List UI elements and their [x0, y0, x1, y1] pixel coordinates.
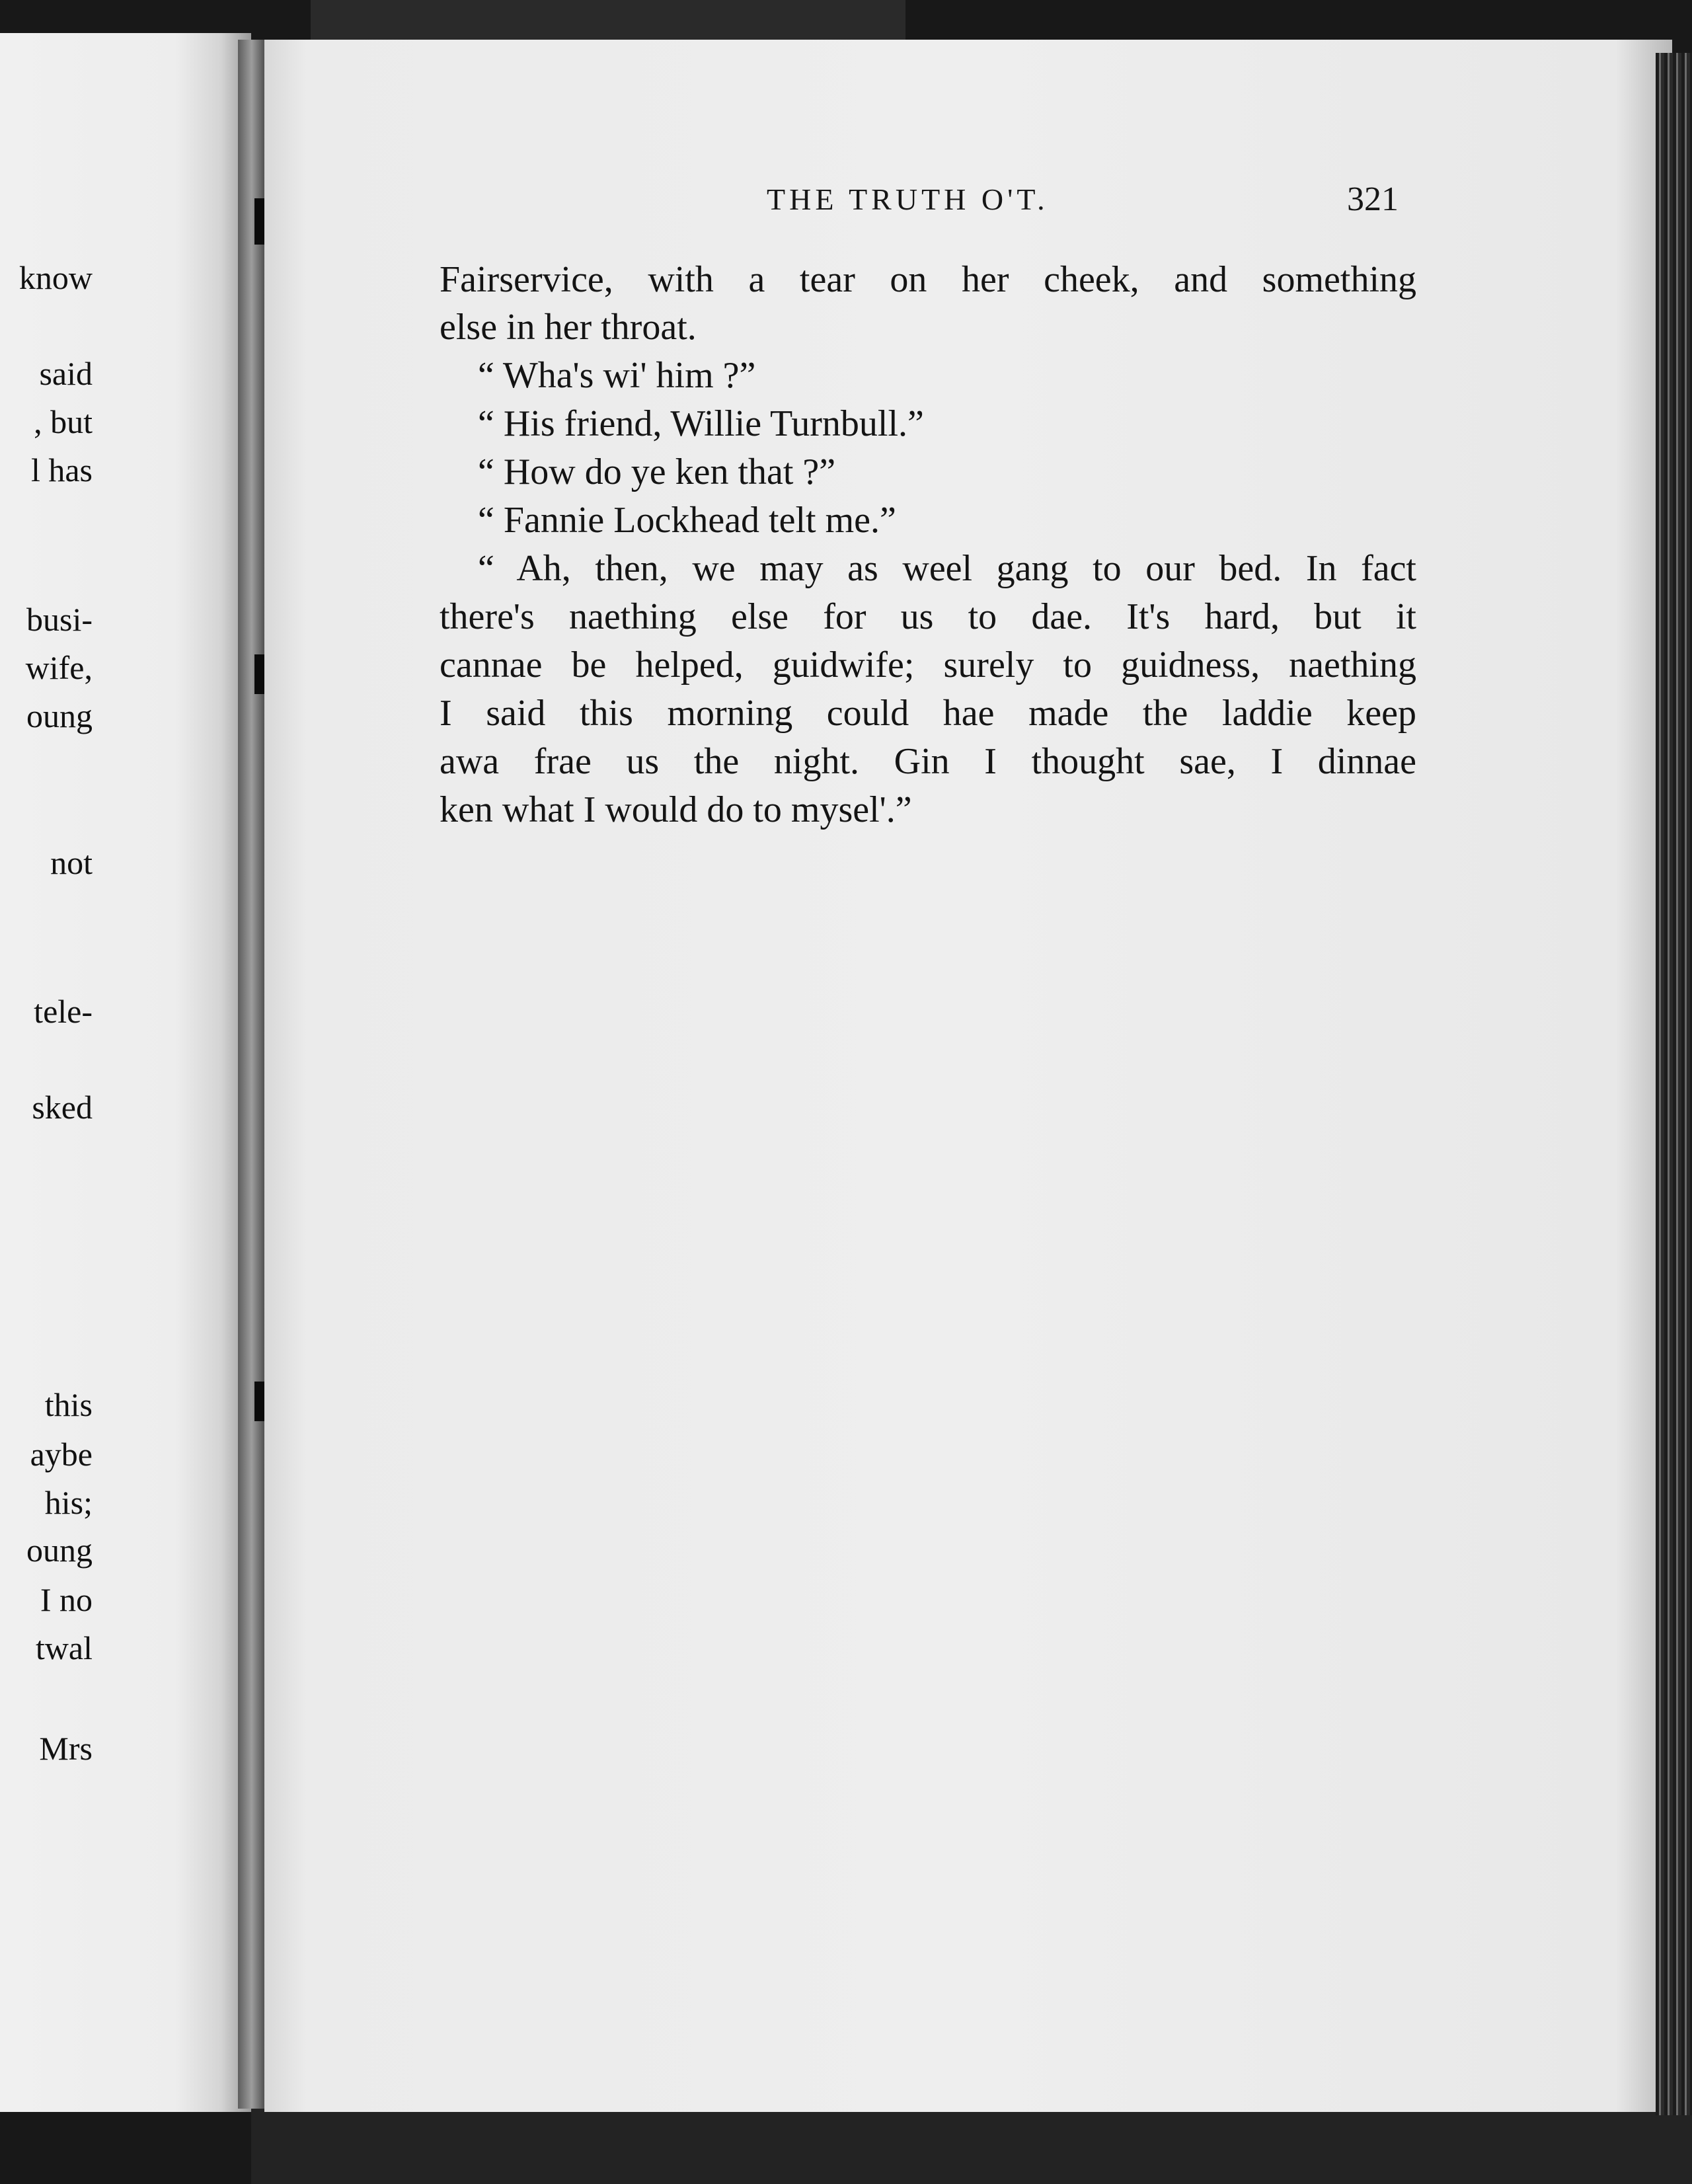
- left-line-fragment: tele-: [34, 993, 93, 1030]
- text-line: “ His friend, Willie Turnbull.”: [478, 403, 924, 444]
- left-line-fragment: said: [39, 355, 93, 392]
- left-line-fragment: aybe: [30, 1436, 93, 1473]
- text-line: “ Fannie Lockhead telt me.”: [478, 500, 896, 541]
- left-page: [0, 33, 251, 2112]
- binding-cloth-top: [311, 0, 905, 41]
- left-line-fragment: l has: [30, 451, 93, 488]
- left-line-fragment: oung: [26, 697, 93, 734]
- text-line: “ How do ye ken that ?”: [478, 451, 836, 492]
- left-line-fragment: wife,: [25, 649, 93, 686]
- running-head: THE TRUTH O'T.: [767, 182, 1049, 216]
- left-line-fragment: his;: [44, 1484, 93, 1521]
- left-line-fragment: I no: [40, 1581, 93, 1618]
- text-line: ken what I would do to mysel'.”: [440, 789, 912, 830]
- left-line-fragment: twal: [35, 1629, 93, 1666]
- page-number: 321: [1347, 180, 1399, 218]
- left-line-fragment: this: [44, 1386, 93, 1423]
- left-line-fragment: not: [50, 844, 93, 881]
- text-line: “ Wha's wi' him ?”: [478, 355, 756, 396]
- left-line-fragment: sked: [32, 1089, 93, 1126]
- page-edges: [1656, 53, 1692, 2115]
- text-line: I said this morning could hae made the laddie keep: [440, 693, 1416, 734]
- left-line-fragment: know: [19, 259, 93, 296]
- text-line: cannae be helped, guidwife; surely to guidness, naething: [440, 644, 1416, 685]
- text-line: awa frae us the night. Gin I thought sae, I dinnae: [440, 741, 1416, 782]
- right-page: [264, 40, 1672, 2112]
- left-line-fragment: oung: [26, 1532, 93, 1569]
- left-line-fragment: busi-: [26, 601, 93, 638]
- left-line-fragment: Mrs: [39, 1730, 93, 1767]
- text-line: “ Ah, then, we may as weel gang to our bed. In fact: [478, 548, 1416, 589]
- binding-cloth-bottom: [251, 2109, 1692, 2184]
- text-line: there's naething else for us to dae. It's hard, but it: [440, 596, 1416, 637]
- left-line-fragment: , but: [34, 403, 93, 440]
- text-line: else in her throat.: [440, 307, 697, 348]
- text-line: Fairservice, with a tear on her cheek, and something: [440, 259, 1416, 300]
- left-page-text: [0, 33, 93, 2112]
